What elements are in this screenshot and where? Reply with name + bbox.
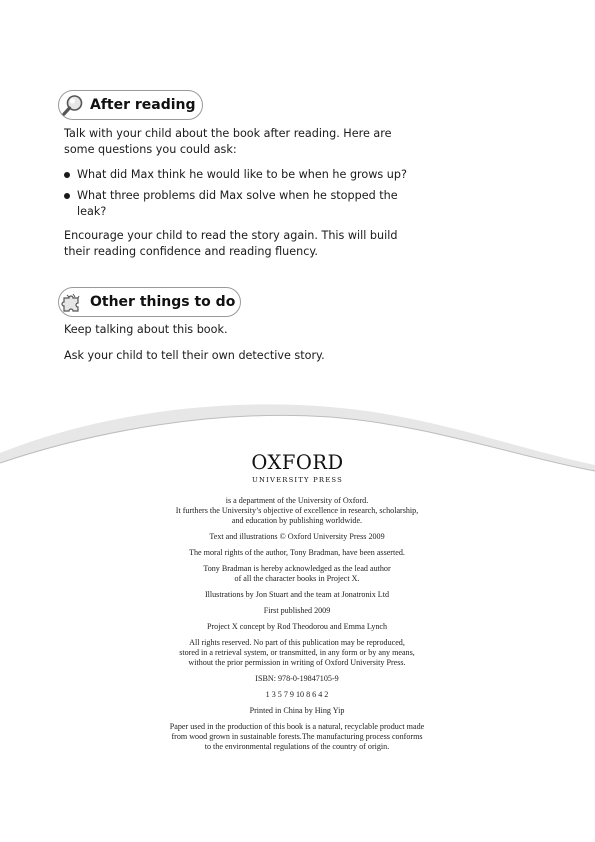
after-reading-heading (58, 90, 203, 120)
imprint-block (97, 496, 497, 758)
imprint-line: Paper used in the production of this book is a natural, recyclable product made from wood grown in sustainable forests.The manufacturing process conforms to the environmental regulations of the country of origin. (169, 722, 425, 751)
other-item: Keep talking about this book. (64, 323, 228, 336)
other-things-heading (58, 287, 241, 317)
other-things-title: Other things to do (90, 294, 236, 310)
imprint-line: All rights reserved. No part of this publication may be reproduced, stored in a retrieval system, or transmitted, in any form or by any means, without the prior permission in writing of Oxford University Press. (179, 638, 415, 667)
imprint-line: Illustrations by Jon Stuart and the team at Jonatronix Ltd (204, 590, 390, 599)
after-reading-title: After reading (90, 97, 196, 113)
imprint-line: Tony Bradman is hereby acknowledged as the lead author of all the character books in Project X. (203, 564, 391, 583)
after-reading-intro: Talk with your child about the book after reading. Here are some questions you could ask: (64, 127, 392, 156)
imprint-line: Project X concept by Rod Theodorou and Emma Lynch (206, 622, 388, 631)
imprint-line: 1 3 5 7 9 10 8 6 4 2 (265, 690, 329, 699)
oxford-logo (0, 452, 595, 485)
imprint-line: Text and illustrations © Oxford University Press 2009 (209, 532, 385, 541)
imprint-line: Printed in China by Hing Yip (249, 706, 345, 715)
imprint-line: is a department of the University of Oxford. It furthers the University’s objective of excellence in research, scholarship, and education by publishing worldwide. (175, 496, 419, 525)
logo-sub: UNIVERSITY PRESS (252, 476, 343, 484)
imprint-line: First published 2009 (263, 606, 331, 615)
logo-main: OXFORD (251, 451, 344, 474)
magnifier-icon (61, 93, 85, 117)
other-item: Ask your child to tell their own detective story. (64, 349, 325, 362)
question-list (64, 167, 424, 225)
encourage-text: Encourage your child to read the story again. This will build their reading confidence and reading fluency. (64, 229, 398, 258)
question-item: What three problems did Max solve when he stopped the leak? (64, 188, 424, 220)
imprint-line: The moral rights of the author, Tony Bradman, have been asserted. (189, 548, 405, 557)
puzzle-icon (61, 290, 85, 314)
question-item: What did Max think he would like to be when he grows up? (64, 167, 424, 183)
imprint-line: ISBN: 978-0-19847105-9 (255, 674, 339, 683)
